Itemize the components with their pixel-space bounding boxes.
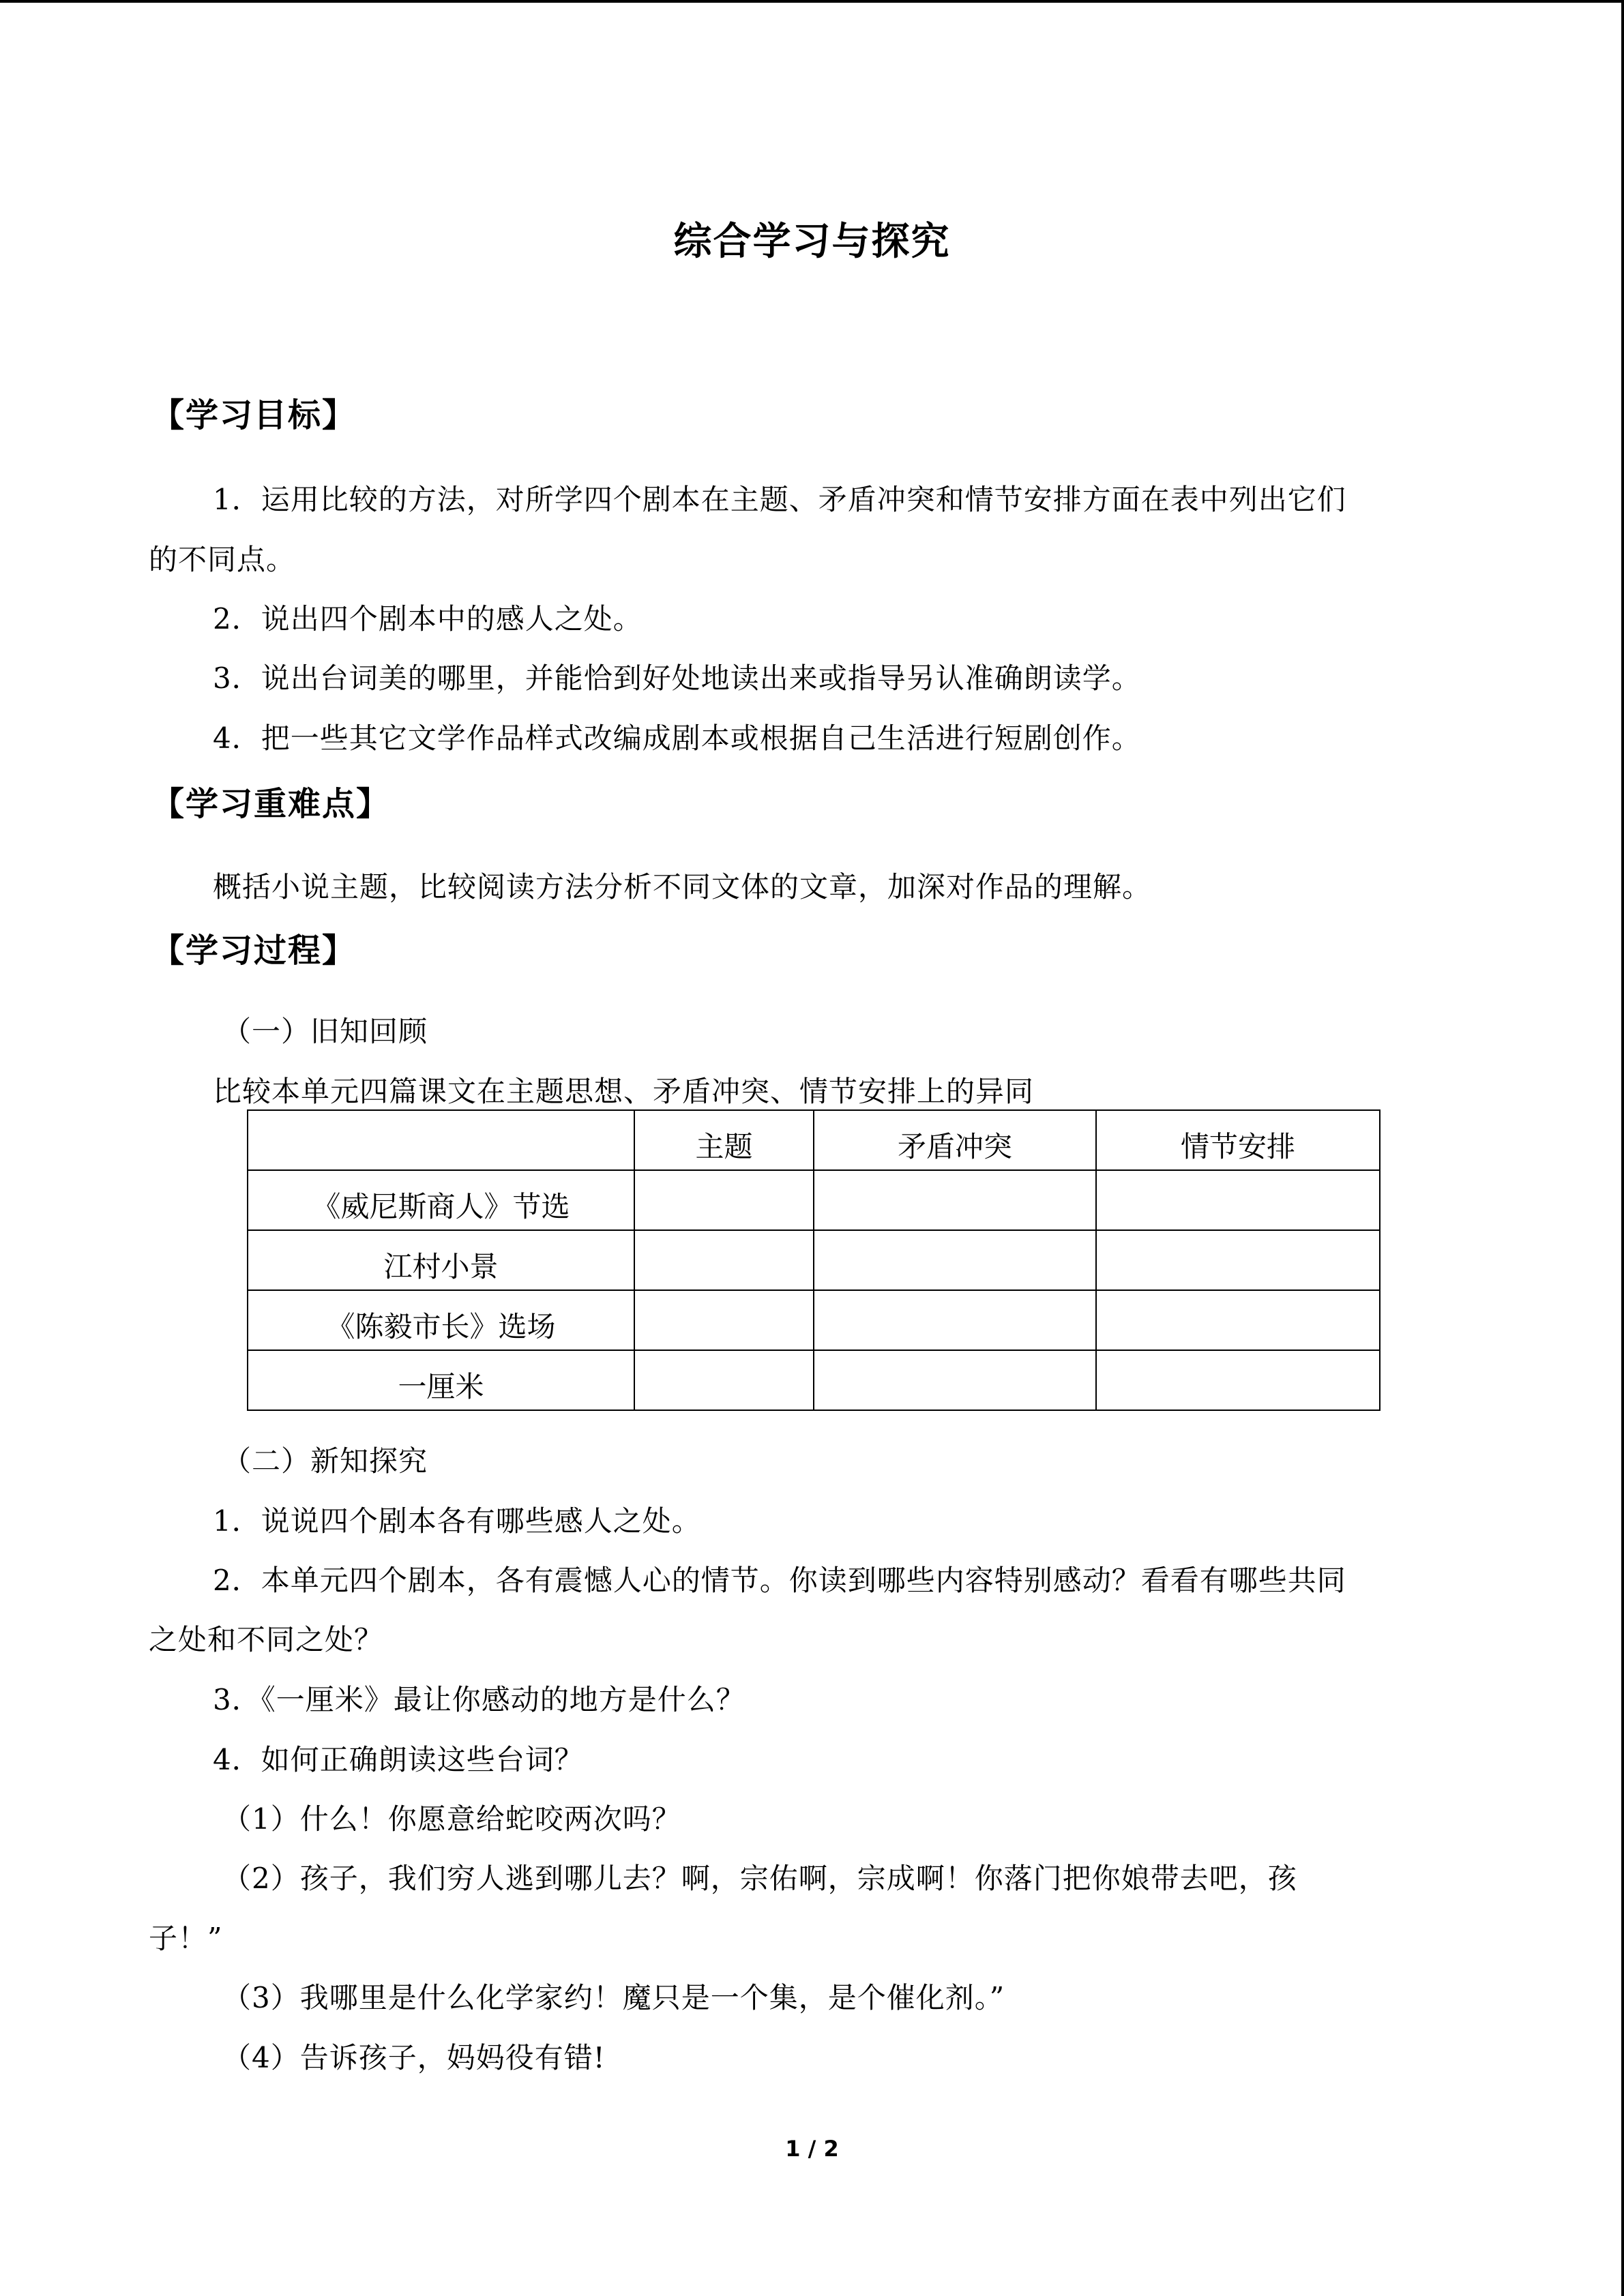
right-border — [1621, 0, 1624, 2296]
table-row — [248, 1230, 1380, 1290]
key-points-text: 概括小说主题，比较阅读方法分析不同文体的文章，加深对作品的理解。 — [213, 870, 1152, 904]
question-3: 3．《一厘米》最让你感动的地方是什么？ — [213, 1683, 745, 1716]
goal-item-1: 1．运用比较的方法，对所学四个剧本在主题、矛盾冲突和情节安排方面在表中列出它们 — [213, 483, 1346, 516]
line-item-3: （3）我哪里是什么化学家约！魔只是一个集，是个催化剂。” — [222, 1981, 1005, 2014]
review-label: （一）旧知回顾 — [222, 1015, 428, 1048]
table-header-cell — [248, 1110, 634, 1170]
table-cell — [1096, 1290, 1380, 1350]
table-cell — [814, 1230, 1096, 1290]
line-item-2-cont: 子！” — [149, 1922, 223, 1955]
table-cell — [814, 1290, 1096, 1350]
line-item-1: （1）什么！你愿意给蛇咬两次吗？ — [222, 1802, 681, 1836]
table-cell — [634, 1170, 814, 1230]
page-number: 1 / 2 — [785, 2136, 839, 2162]
table-row — [248, 1170, 1380, 1230]
line-item-4: （4）告诉孩子，妈妈役有错! — [222, 2041, 606, 2074]
question-1: 1．说说四个剧本各有哪些感人之处。 — [213, 1504, 701, 1538]
table-header-cell: 情节安排 — [1096, 1110, 1380, 1170]
explore-label: （二）新知探究 — [222, 1444, 428, 1478]
section-heading-process: 【学习过程】 — [151, 931, 357, 970]
table-cell: 《威尼斯商人》节选 — [248, 1170, 634, 1230]
page-title: 综合学习与探究 — [673, 219, 951, 264]
goal-item-3: 3．说出台词美的哪里，并能恰到好处地读出来或指导另认准确朗读学。 — [213, 661, 1141, 695]
table-cell — [634, 1350, 814, 1410]
table-cell — [634, 1230, 814, 1290]
table-row — [248, 1290, 1380, 1350]
table-cell — [1096, 1170, 1380, 1230]
table-cell: 江村小景 — [248, 1230, 634, 1290]
table-caption: 比较本单元四篇课文在主题思想、矛盾冲突、情节安排上的异同 — [213, 1075, 1035, 1108]
question-2-cont: 之处和不同之处？ — [149, 1623, 384, 1656]
question-2: 2．本单元四个剧本，各有震憾人心的情节。你读到哪些内容特别感动？看看有哪些共同 — [213, 1564, 1346, 1597]
table-cell — [814, 1350, 1096, 1410]
table-row — [248, 1350, 1380, 1410]
table-cell: 一厘米 — [248, 1350, 634, 1410]
table-cell — [1096, 1350, 1380, 1410]
goal-item-2: 2．说出四个剧本中的感人之处。 — [213, 602, 643, 636]
goal-item-4: 4．把一些其它文学作品样式改编成剧本或根据自己生活进行短剧创作。 — [213, 721, 1141, 755]
question-4: 4．如何正确朗读这些台词？ — [213, 1743, 584, 1776]
table-header-cell: 矛盾冲突 — [814, 1110, 1096, 1170]
top-border — [0, 0, 1624, 3]
goal-item-1-cont: 的不同点。 — [149, 543, 296, 576]
table-header-cell: 主题 — [634, 1110, 814, 1170]
section-heading-goals: 【学习目标】 — [151, 396, 357, 434]
table-cell — [814, 1170, 1096, 1230]
line-item-2: （2）孩子，我们穷人逃到哪儿去？啊，宗佑啊，宗成啊！你落门把你娘带去吧，孩 — [222, 1862, 1297, 1895]
table-cell: 《陈毅市长》选场 — [248, 1290, 634, 1350]
table-header-row — [248, 1110, 1380, 1170]
table-cell — [1096, 1230, 1380, 1290]
table-cell — [634, 1290, 814, 1350]
comparison-table — [247, 1109, 1381, 1411]
section-heading-key-points: 【学习重难点】 — [151, 785, 391, 823]
